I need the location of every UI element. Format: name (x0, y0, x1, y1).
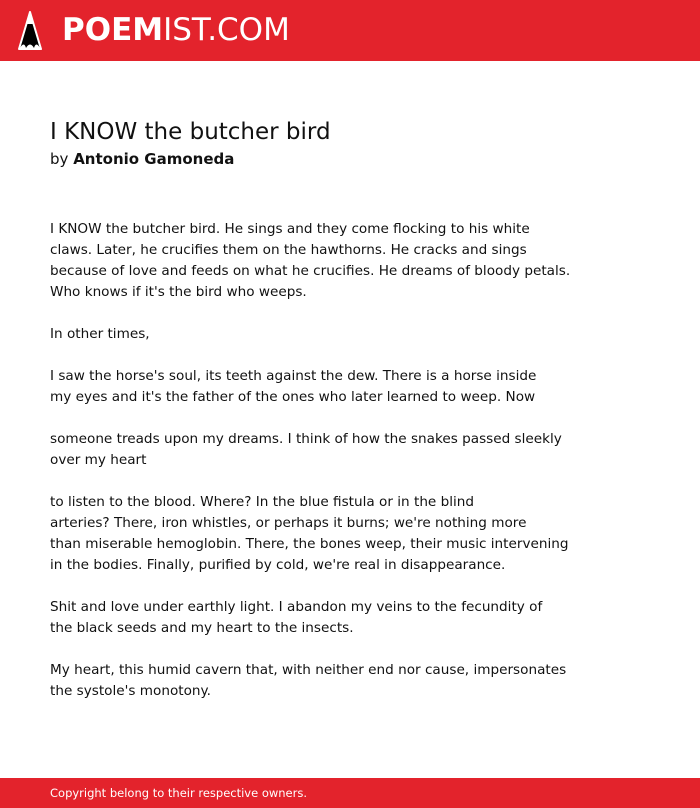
stanza (50, 324, 610, 345)
poem-line: someone treads upon my dreams. I think of how the snakes passed sleekly (50, 431, 562, 447)
site-logo[interactable] (62, 12, 290, 48)
stanza (50, 492, 610, 576)
author-name: Antonio Gamoneda (73, 150, 235, 168)
logo-text-bold: POEM (62, 12, 164, 48)
stanza (50, 597, 610, 639)
poem-line: claws. Later, he crucifies them on the hawthorns. He cracks and sings (50, 242, 527, 258)
poem-line: in the bodies. Finally, purified by cold, we're real in disappearance. (50, 557, 506, 573)
stanza (50, 219, 610, 303)
poem-line: Who knows if it's the bird who weeps. (50, 284, 307, 300)
poem-line: My heart, this humid cavern that, with neither end nor cause, impersonates (50, 662, 567, 678)
poem-line: Shit and love under earthly light. I abandon my veins to the fecundity of (50, 599, 543, 615)
pencil-tip-icon[interactable] (18, 11, 42, 51)
poem-line: to listen to the blood. Where? In the blue fistula or in the blind (50, 494, 475, 510)
byline-label: by (50, 150, 69, 168)
logo-text-light: IST.COM (163, 12, 290, 48)
site-footer (0, 778, 700, 808)
poem-line: the systole's monotony. (50, 683, 211, 699)
poem-line: my eyes and it's the father of the ones who later learned to weep. Now (50, 389, 536, 405)
copyright-notice: Copyright belong to their respective owners. (50, 786, 308, 800)
byline (50, 149, 234, 169)
poem-line: I KNOW the butcher bird. He sings and they come flocking to his white (50, 221, 530, 237)
stanza (50, 660, 610, 702)
stanza (50, 366, 610, 408)
poem-line: because of love and feeds on what he crucifies. He dreams of bloody petals. (50, 263, 571, 279)
stanza (50, 429, 610, 471)
poem-title: I KNOW the butcher bird (50, 119, 331, 145)
poem-body (50, 219, 610, 723)
poem-line: the black seeds and my heart to the insects. (50, 620, 354, 636)
poem-line: In other times, (50, 326, 150, 342)
poem-line: I saw the horse's soul, its teeth against the dew. There is a horse inside (50, 368, 537, 384)
poem-line: than miserable hemoglobin. There, the bones weep, their music intervening (50, 536, 569, 552)
site-header (0, 0, 700, 61)
poem-line: over my heart (50, 452, 147, 468)
poem-line: arteries? There, iron whistles, or perhaps it burns; we're nothing more (50, 515, 527, 531)
